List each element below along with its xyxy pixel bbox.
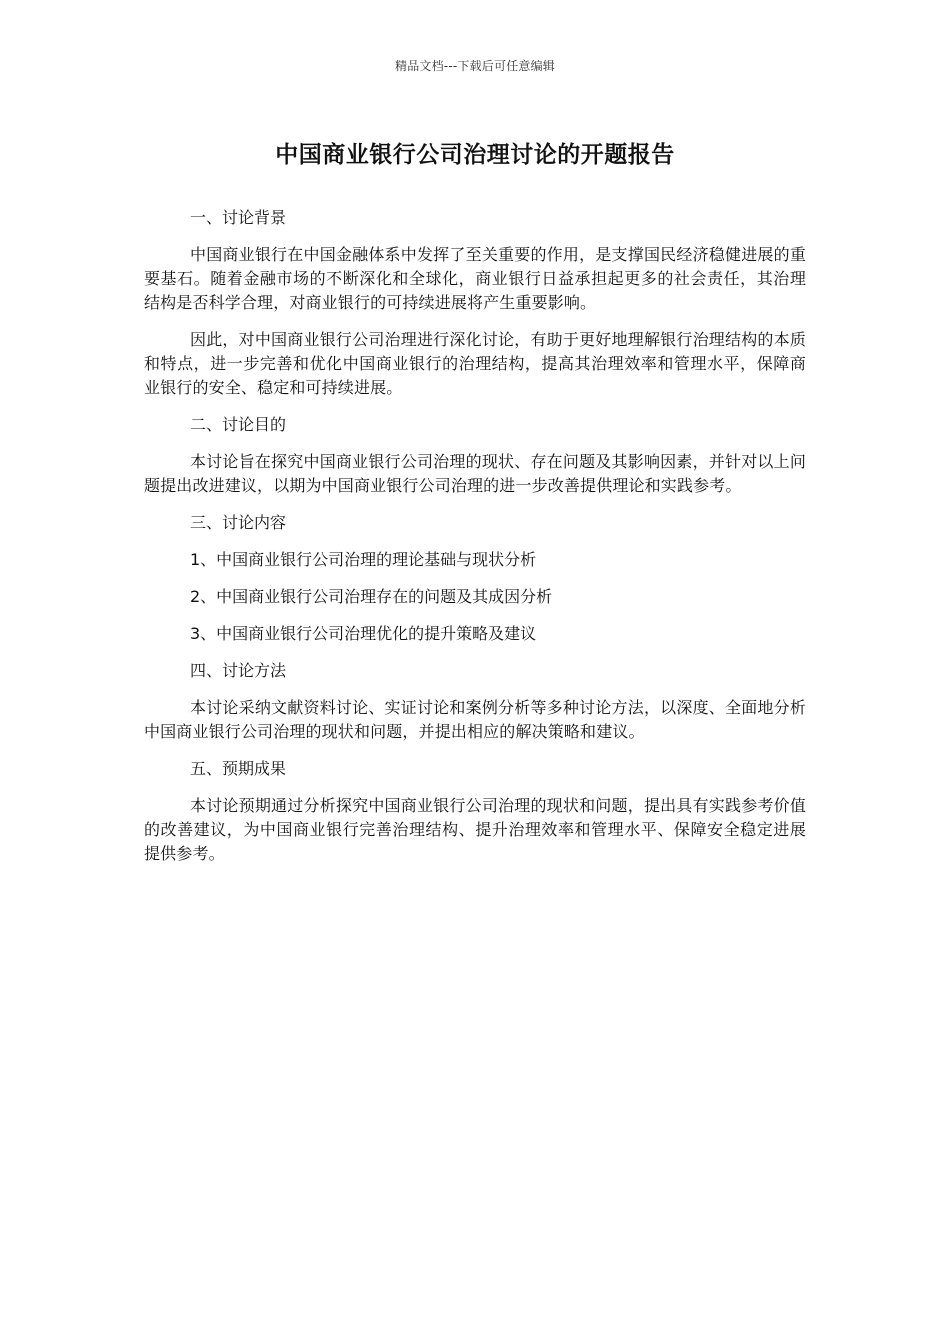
page-header: 精品文档---下载后可任意编辑	[395, 59, 555, 73]
section-heading-method: 四、讨论方法	[190, 661, 287, 680]
section-heading-content: 三、讨论内容	[190, 513, 287, 532]
document-title: 中国商业银行公司治理讨论的开题报告	[275, 142, 675, 168]
paragraph: 本讨论预期通过分析探究中国商业银行公司治理的现状和问题，提出具有实践参考价值的改善建议，为中国商业银行完善治理结构、提升治理效率和管理水平、保障安全稳定进展提供参考。	[144, 796, 806, 863]
section-heading-outcome: 五、预期成果	[190, 759, 287, 778]
document-body	[144, 206, 806, 879]
section-heading-background: 一、讨论背景	[190, 208, 287, 227]
list-item: 1、中国商业银行公司治理的理论基础与现状分析	[190, 550, 537, 569]
section-heading-purpose: 二、讨论目的	[190, 415, 287, 434]
paragraph: 本讨论采纳文献资料讨论、实证讨论和案例分析等多种讨论方法，以深度、全面地分析中国商业银行公司治理的现状和问题，并提出相应的解决策略和建议。	[144, 698, 806, 741]
paragraph: 中国商业银行在中国金融体系中发挥了至关重要的作用，是支撑国民经济稳健进展的重要基石。随着金融市场的不断深化和全球化，商业银行日益承担起更多的社会责任，其治理结构是否科学合理，对商业银行的可持续进展将产生重要影响。	[144, 245, 806, 312]
paragraph: 本讨论旨在探究中国商业银行公司治理的现状、存在问题及其影响因素，并针对以上问题提出改进建议，以期为中国商业银行公司治理的进一步改善提供理论和实践参考。	[144, 452, 806, 495]
list-item: 2、中国商业银行公司治理存在的问题及其成因分析	[190, 587, 553, 606]
list-item: 3、中国商业银行公司治理优化的提升策略及建议	[190, 624, 537, 643]
paragraph: 因此，对中国商业银行公司治理进行深化讨论，有助于更好地理解银行治理结构的本质和特点，进一步完善和优化中国商业银行的治理结构，提高其治理效率和管理水平，保障商业银行的安全、稳定和可持续进展。	[144, 330, 806, 397]
